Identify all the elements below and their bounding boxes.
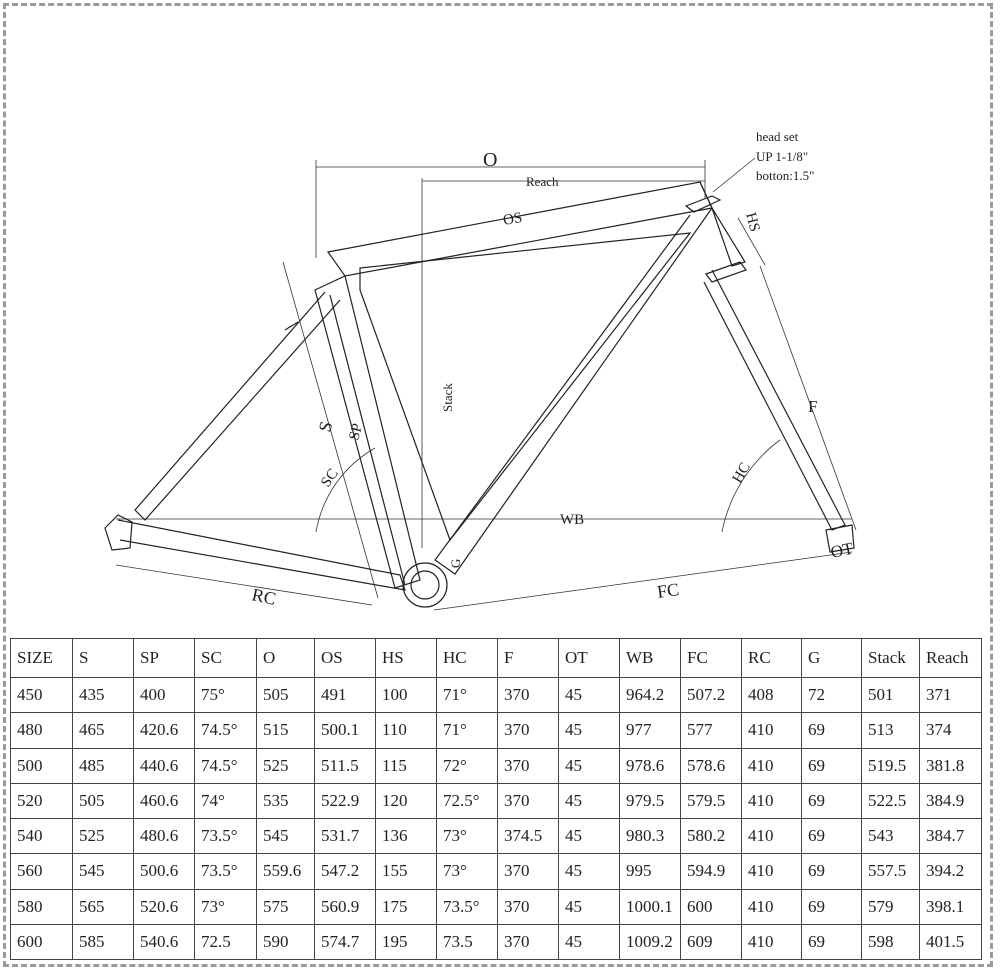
dimension-lines bbox=[116, 158, 856, 610]
table-cell: 410 bbox=[742, 854, 802, 889]
table-cell: 73° bbox=[437, 819, 498, 854]
table-cell: 45 bbox=[559, 748, 620, 783]
table-cell: 964.2 bbox=[620, 678, 681, 713]
table-cell: 440.6 bbox=[134, 748, 195, 783]
table-body bbox=[11, 678, 982, 960]
table-cell: 491 bbox=[315, 678, 376, 713]
table-cell: 511.5 bbox=[315, 748, 376, 783]
table-cell: 545 bbox=[73, 854, 134, 889]
table-cell: 557.5 bbox=[862, 854, 920, 889]
table-cell: 115 bbox=[376, 748, 437, 783]
table-cell: 410 bbox=[742, 748, 802, 783]
table-cell: 73.5° bbox=[195, 819, 257, 854]
table-cell: 513 bbox=[862, 713, 920, 748]
table-row bbox=[11, 783, 982, 818]
table-cell: 485 bbox=[73, 748, 134, 783]
table-cell: 547.2 bbox=[315, 854, 376, 889]
table-cell: 72° bbox=[437, 748, 498, 783]
geometry-spec-table bbox=[10, 638, 982, 960]
headset-note-line2: UP 1-1/8" bbox=[756, 149, 809, 164]
header-cell: HC bbox=[437, 639, 498, 678]
table-cell: 501 bbox=[862, 678, 920, 713]
dimension-labels bbox=[250, 149, 855, 609]
table-cell: 69 bbox=[802, 924, 862, 959]
table-cell: 519.5 bbox=[862, 748, 920, 783]
table-cell: 410 bbox=[742, 819, 802, 854]
table-cell: 565 bbox=[73, 889, 134, 924]
table-cell: 370 bbox=[498, 713, 559, 748]
table-cell: 69 bbox=[802, 713, 862, 748]
table-cell: 110 bbox=[376, 713, 437, 748]
table-cell: 995 bbox=[620, 854, 681, 889]
table-row bbox=[11, 889, 982, 924]
label-fc: FC bbox=[655, 579, 681, 602]
table-cell: 384.9 bbox=[920, 783, 982, 818]
header-cell: SC bbox=[195, 639, 257, 678]
table-cell: 535 bbox=[257, 783, 315, 818]
table-cell: 371 bbox=[920, 678, 982, 713]
table-cell: 520.6 bbox=[134, 889, 195, 924]
table-cell: 980.3 bbox=[620, 819, 681, 854]
table-cell: 120 bbox=[376, 783, 437, 818]
table-cell: 522.9 bbox=[315, 783, 376, 818]
table-row bbox=[11, 854, 982, 889]
table-cell: 45 bbox=[559, 854, 620, 889]
table-row bbox=[11, 924, 982, 959]
table-cell: 545 bbox=[257, 819, 315, 854]
table-cell: 543 bbox=[862, 819, 920, 854]
table-cell: 505 bbox=[73, 783, 134, 818]
table-cell: 505 bbox=[257, 678, 315, 713]
label-wb: WB bbox=[560, 512, 585, 528]
table-cell: 574.7 bbox=[315, 924, 376, 959]
table-cell: 978.6 bbox=[620, 748, 681, 783]
table-cell: 374 bbox=[920, 713, 982, 748]
table-cell: 500.1 bbox=[315, 713, 376, 748]
table-cell: 525 bbox=[257, 748, 315, 783]
header-cell: RC bbox=[742, 639, 802, 678]
table-cell: 45 bbox=[559, 889, 620, 924]
table-cell: 374.5 bbox=[498, 819, 559, 854]
header-cell: OT bbox=[559, 639, 620, 678]
table-cell: 977 bbox=[620, 713, 681, 748]
table-cell: 370 bbox=[498, 678, 559, 713]
header-cell: FC bbox=[681, 639, 742, 678]
table-cell: 465 bbox=[73, 713, 134, 748]
table-cell: 410 bbox=[742, 924, 802, 959]
table-cell: 480.6 bbox=[134, 819, 195, 854]
table-header-row bbox=[11, 639, 982, 678]
table-cell: 979.5 bbox=[620, 783, 681, 818]
label-f: F bbox=[808, 397, 818, 416]
table-cell: 370 bbox=[498, 889, 559, 924]
table-cell: 69 bbox=[802, 819, 862, 854]
table-cell: 381.8 bbox=[920, 748, 982, 783]
table-cell: 578.6 bbox=[681, 748, 742, 783]
table-cell: 435 bbox=[73, 678, 134, 713]
table-cell: 515 bbox=[257, 713, 315, 748]
table-cell: 400 bbox=[134, 678, 195, 713]
header-cell: F bbox=[498, 639, 559, 678]
table-cell: 195 bbox=[376, 924, 437, 959]
label-rc: RC bbox=[250, 584, 278, 609]
header-cell: S bbox=[73, 639, 134, 678]
table-cell: 577 bbox=[681, 713, 742, 748]
table-cell: 420.6 bbox=[134, 713, 195, 748]
table-cell: 460.6 bbox=[134, 783, 195, 818]
table-cell: 100 bbox=[376, 678, 437, 713]
frame-outline bbox=[105, 182, 854, 607]
table-cell: 520 bbox=[11, 783, 73, 818]
table-cell: 71° bbox=[437, 713, 498, 748]
table-cell: 594.9 bbox=[681, 854, 742, 889]
table-cell: 580.2 bbox=[681, 819, 742, 854]
label-ot: OT bbox=[828, 538, 856, 562]
table-cell: 540.6 bbox=[134, 924, 195, 959]
table-cell: 69 bbox=[802, 854, 862, 889]
table-cell: 1000.1 bbox=[620, 889, 681, 924]
table-cell: 450 bbox=[11, 678, 73, 713]
table-cell: 531.7 bbox=[315, 819, 376, 854]
label-o: O bbox=[483, 149, 498, 171]
table-cell: 394.2 bbox=[920, 854, 982, 889]
label-sc: SC bbox=[318, 466, 342, 491]
table-cell: 370 bbox=[498, 854, 559, 889]
table-cell: 45 bbox=[559, 713, 620, 748]
header-cell: Reach bbox=[920, 639, 982, 678]
table-cell: 410 bbox=[742, 713, 802, 748]
header-cell: WB bbox=[620, 639, 681, 678]
header-cell: HS bbox=[376, 639, 437, 678]
headset-note-line1: head set bbox=[756, 129, 799, 144]
table-cell: 45 bbox=[559, 819, 620, 854]
table-row bbox=[11, 819, 982, 854]
table-cell: 585 bbox=[73, 924, 134, 959]
table-row bbox=[11, 678, 982, 713]
table-cell: 560.9 bbox=[315, 889, 376, 924]
table-cell: 69 bbox=[802, 889, 862, 924]
table-cell: 370 bbox=[498, 748, 559, 783]
table-cell: 401.5 bbox=[920, 924, 982, 959]
table-cell: 560 bbox=[11, 854, 73, 889]
header-cell: OS bbox=[315, 639, 376, 678]
label-stack: Stack bbox=[440, 383, 455, 412]
table-cell: 45 bbox=[559, 783, 620, 818]
label-sp: SP bbox=[346, 421, 367, 443]
label-os: OS bbox=[501, 209, 524, 229]
table-cell: 69 bbox=[802, 783, 862, 818]
label-hs: HS bbox=[742, 210, 763, 234]
table-cell: 370 bbox=[498, 924, 559, 959]
table-cell: 136 bbox=[376, 819, 437, 854]
table-cell: 74.5° bbox=[195, 748, 257, 783]
table-cell: 600 bbox=[11, 924, 73, 959]
headset-note-line3: botton:1.5" bbox=[756, 168, 815, 183]
label-reach: Reach bbox=[526, 174, 559, 189]
table-cell: 72.5 bbox=[195, 924, 257, 959]
header-cell: G bbox=[802, 639, 862, 678]
table-cell: 71° bbox=[437, 678, 498, 713]
table-cell: 598 bbox=[862, 924, 920, 959]
table-cell: 175 bbox=[376, 889, 437, 924]
table-cell: 480 bbox=[11, 713, 73, 748]
table-cell: 410 bbox=[742, 889, 802, 924]
table-cell: 579 bbox=[862, 889, 920, 924]
table-cell: 507.2 bbox=[681, 678, 742, 713]
table-cell: 408 bbox=[742, 678, 802, 713]
table-cell: 500 bbox=[11, 748, 73, 783]
table-cell: 559.6 bbox=[257, 854, 315, 889]
table-cell: 370 bbox=[498, 783, 559, 818]
table-cell: 590 bbox=[257, 924, 315, 959]
table-cell: 74° bbox=[195, 783, 257, 818]
table-cell: 69 bbox=[802, 748, 862, 783]
table-cell: 72 bbox=[802, 678, 862, 713]
table-cell: 398.1 bbox=[920, 889, 982, 924]
table-cell: 72.5° bbox=[437, 783, 498, 818]
table-cell: 73.5° bbox=[437, 889, 498, 924]
label-s: S bbox=[314, 419, 337, 435]
table-cell: 155 bbox=[376, 854, 437, 889]
table-cell: 73.5 bbox=[437, 924, 498, 959]
header-cell: SP bbox=[134, 639, 195, 678]
table-cell: 600 bbox=[681, 889, 742, 924]
headset-note bbox=[756, 129, 814, 183]
table-cell: 575 bbox=[257, 889, 315, 924]
table-row bbox=[11, 713, 982, 748]
table-cell: 522.5 bbox=[862, 783, 920, 818]
header-cell: Stack bbox=[862, 639, 920, 678]
table-cell: 73° bbox=[195, 889, 257, 924]
table-cell: 579.5 bbox=[681, 783, 742, 818]
table-cell: 73° bbox=[437, 854, 498, 889]
table-cell: 1009.2 bbox=[620, 924, 681, 959]
table-cell: 384.7 bbox=[920, 819, 982, 854]
table-cell: 45 bbox=[559, 678, 620, 713]
table-cell: 74.5° bbox=[195, 713, 257, 748]
header-cell: O bbox=[257, 639, 315, 678]
header-cell: SIZE bbox=[11, 639, 73, 678]
table-cell: 45 bbox=[559, 924, 620, 959]
table-cell: 540 bbox=[11, 819, 73, 854]
table-cell: 500.6 bbox=[134, 854, 195, 889]
label-g: G bbox=[448, 558, 463, 568]
table-cell: 525 bbox=[73, 819, 134, 854]
table-cell: 75° bbox=[195, 678, 257, 713]
table-cell: 410 bbox=[742, 783, 802, 818]
label-hc: HC bbox=[729, 459, 754, 486]
table-cell: 73.5° bbox=[195, 854, 257, 889]
table-cell: 609 bbox=[681, 924, 742, 959]
table-cell: 580 bbox=[11, 889, 73, 924]
table-row bbox=[11, 748, 982, 783]
